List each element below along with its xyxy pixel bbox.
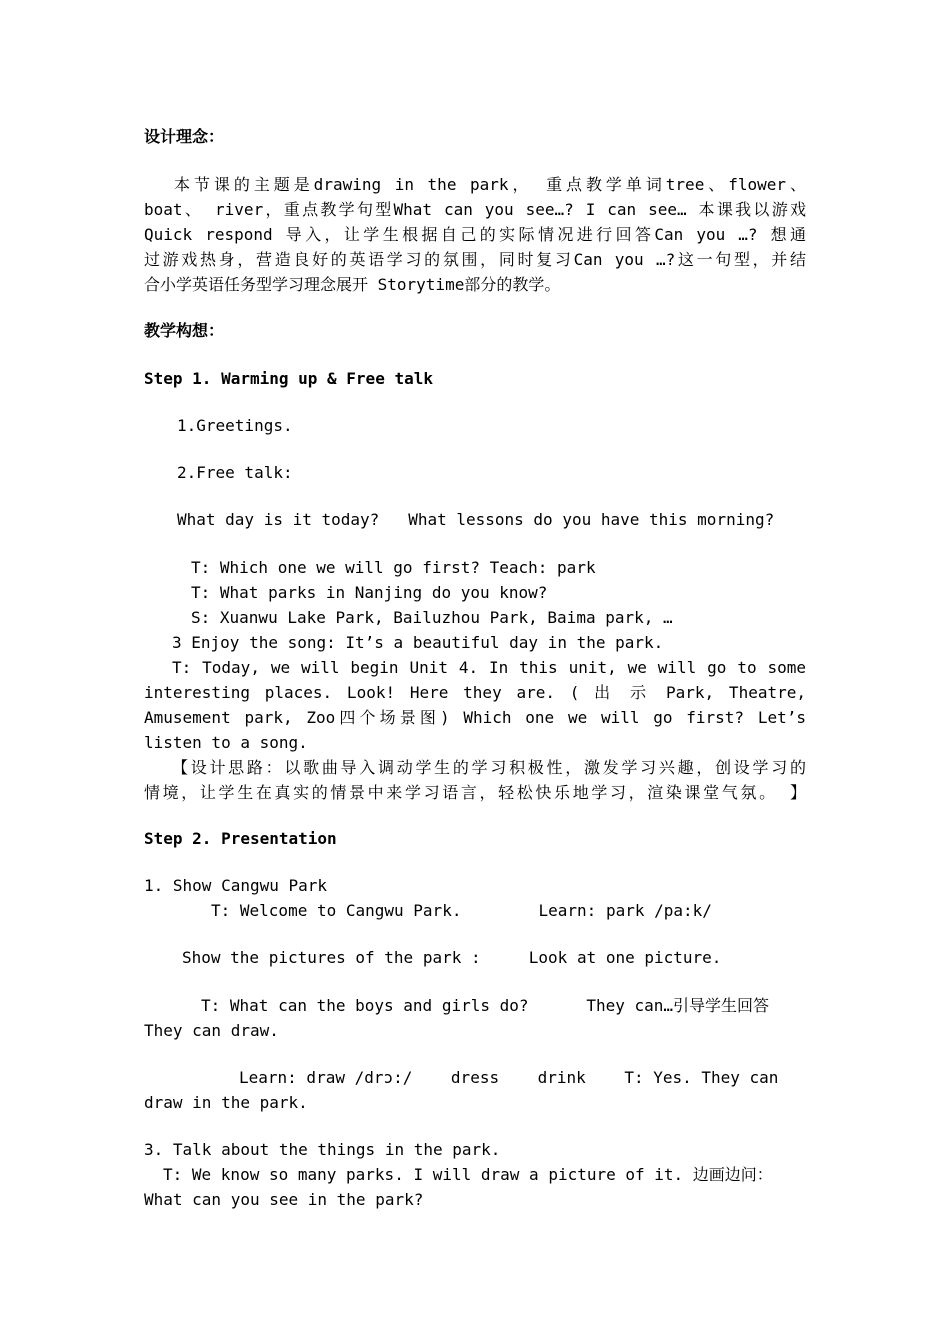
design-concept-line-2: boat、 river，重点教学句型What can you see…? I can see… 本课我以游戏 xyxy=(144,200,806,219)
step1-greetings: 1.Greetings. xyxy=(177,416,293,435)
design-concept-heading: 设计理念： xyxy=(144,127,225,146)
step2-pictures: Show the pictures of the park : Look at one picture. xyxy=(182,948,722,967)
step1-free-talk: 2.Free talk: xyxy=(177,463,293,482)
step1-para-line-1: T: Today, we will begin Unit 4. In this unit, we will go to some xyxy=(172,658,806,677)
step2-talk: 3. Talk about the things in the park. xyxy=(144,1140,501,1159)
step1-question: What day is it today? What lessons do you have this morning? xyxy=(177,510,775,529)
step1-heading: Step 1. Warming up & Free talk xyxy=(144,369,433,388)
step1-para-line-4: listen to a song. xyxy=(144,733,308,752)
step1-teacher-line-2: T: What parks in Nanjing do you know? xyxy=(191,583,548,602)
teaching-plan-heading: 教学构想： xyxy=(144,321,225,340)
step2-see: What can you see in the park? xyxy=(144,1190,424,1209)
step2-draw-park: draw in the park. xyxy=(144,1093,308,1112)
step1-para-line-2: interesting places. Look! Here they are. ( 出 示 Park, Theatre, xyxy=(144,683,806,702)
design-concept-line-3: Quick respond 导入，让学生根据自己的实际情况进行回答Can you …? 想通 xyxy=(144,225,806,244)
step2-know: T: We know so many parks. I will draw a picture of it. 边画边问： xyxy=(163,1165,773,1184)
step2-welcome: T: Welcome to Cangwu Park. Learn: park /pa:k/ xyxy=(211,901,712,920)
step1-student-line: S: Xuanwu Lake Park, Bailuzhou Park, Baima park, … xyxy=(191,608,673,627)
step1-teacher-line-1: T: Which one we will go first? Teach: park xyxy=(191,558,596,577)
design-concept-line-5: 合小学英语任务型学习理念展开 Storytime部分的教学。 xyxy=(144,275,561,294)
step1-design-note-line-2: 情境，让学生在真实的情景中来学习语言，轻松快乐地学习，渲染课堂气氛。 】 xyxy=(144,783,806,802)
design-concept-line-1: 本节课的主题是drawing in the park， 重点教学单词tree、flower、 xyxy=(174,175,806,194)
step2-learn-draw: Learn: draw /drɔ:/ dress drink T: Yes. They can xyxy=(239,1068,779,1087)
step2-they-draw: They can draw. xyxy=(144,1021,279,1040)
step1-para-line-3: Amusement park, Zoo四个场景图) Which one we will go first? Let’s xyxy=(144,708,806,727)
step2-heading: Step 2. Presentation xyxy=(144,829,337,848)
step1-design-note-line-1: 【设计思路：以歌曲导入调动学生的学习积极性，激发学习兴趣，创设学习的 xyxy=(172,758,806,777)
step2-boys-girls: T: What can the boys and girls do? They can…引导学生回答 xyxy=(201,996,770,1015)
step2-show-park: 1. Show Cangwu Park xyxy=(144,876,328,895)
step1-song: 3 Enjoy the song: It’s a beautiful day in the park. xyxy=(172,633,664,652)
design-concept-line-4: 过游戏热身，营造良好的英语学习的氛围，同时复习Can you …?这一句型，并结 xyxy=(144,250,806,269)
